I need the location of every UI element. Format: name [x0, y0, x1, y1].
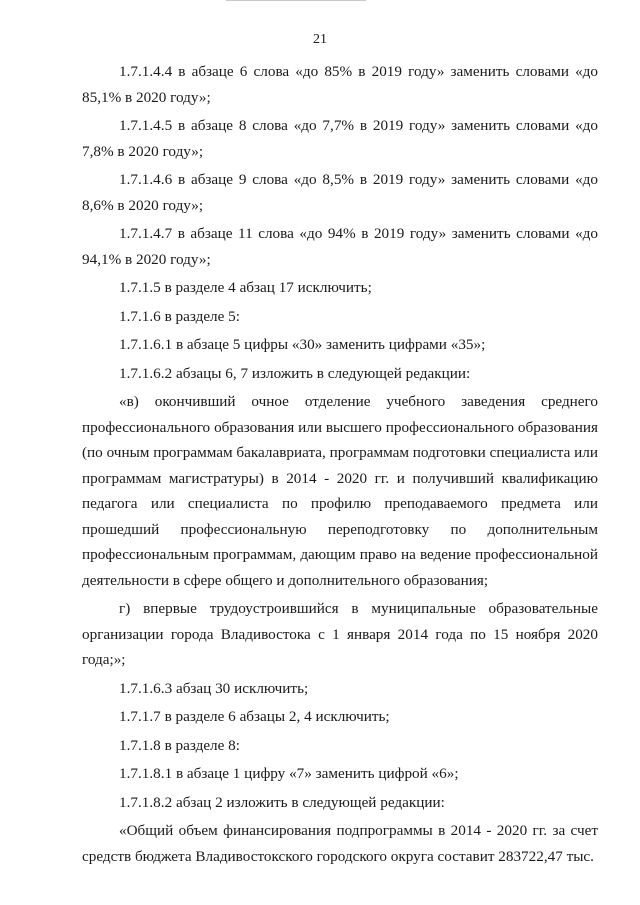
paragraph-1-7-1-6: 1.7.1.6 в разделе 5:: [119, 307, 240, 325]
quoted-paragraph-v: «в) окончивший очное отделение учебного заведения среднего профессионального образования или высшего профессионального образования (по очным программам бакалавриата, программам подготовки специалиста или программам магистратуры) в 2014 - 2020 гг. и получивший квалификацию педагога или специалиста по профилю преподаваемого предмета или прошедший профессиональную переподготовку по дополнительным профессиональным программам, дающим право на ведение профессиональной деятельности в сфере общего и дополнительного образования;: [82, 393, 598, 589]
paragraph-1-7-1-8: 1.7.1.8 в разделе 8:: [119, 736, 240, 754]
document-body: [82, 59, 598, 869]
paragraph-1-7-1-6-1: 1.7.1.6.1 в абзаце 5 цифры «30» заменить цифрами «35»;: [119, 336, 486, 353]
paragraph-1-7-1-4-7: 1.7.1.4.7 в абзаце 11 слова «до 94% в 2019 году» заменить словами «до 94,1% в 2020 году»;: [82, 225, 598, 268]
paragraph-1-7-1-4-4: 1.7.1.4.4 в абзаце 6 слова «до 85% в 2019 году» заменить словами «до 85,1% в 2020 году»;: [82, 63, 598, 106]
paragraph-1-7-1-6-3: 1.7.1.6.3 абзац 30 исключить;: [119, 679, 309, 697]
quoted-paragraph-financing: «Общий объем финансирования подпрограммы в 2014 - 2020 гг. за счет средств бюджета Владивостокского городского округа составит 283722,47 тыс.: [82, 822, 598, 865]
paragraph-1-7-1-7: 1.7.1.7 в разделе 6 абзацы 2, 4 исключить;: [119, 708, 390, 725]
paragraph-1-7-1-4-6: 1.7.1.4.6 в абзаце 9 слова «до 8,5% в 2019 году» заменить словами «до 8,6% в 2020 году»;: [82, 171, 598, 214]
paragraph-1-7-1-6-2: 1.7.1.6.2 абзацы 6, 7 изложить в следующей редакции:: [119, 364, 471, 382]
paragraph-1-7-1-5: 1.7.1.5 в разделе 4 абзац 17 исключить;: [119, 279, 372, 296]
page-number: 21: [313, 32, 327, 47]
paragraph-1-7-1-8-1: 1.7.1.8.1 в абзаце 1 цифру «7» заменить цифрой «6»;: [119, 765, 459, 782]
paragraph-1-7-1-8-2: 1.7.1.8.2 абзац 2 изложить в следующей редакции:: [119, 793, 445, 811]
top-rule: [226, 0, 366, 1]
paragraph-1-7-1-4-5: 1.7.1.4.5 в абзаце 8 слова «до 7,7% в 2019 году» заменить словами «до 7,8% в 2020 году»;: [82, 117, 598, 160]
quoted-paragraph-g: г) впервые трудоустроившийся в муниципальные образовательные организации города Владивостока с 1 января 2014 года по 15 ноября 2020 года;»;: [82, 600, 598, 668]
